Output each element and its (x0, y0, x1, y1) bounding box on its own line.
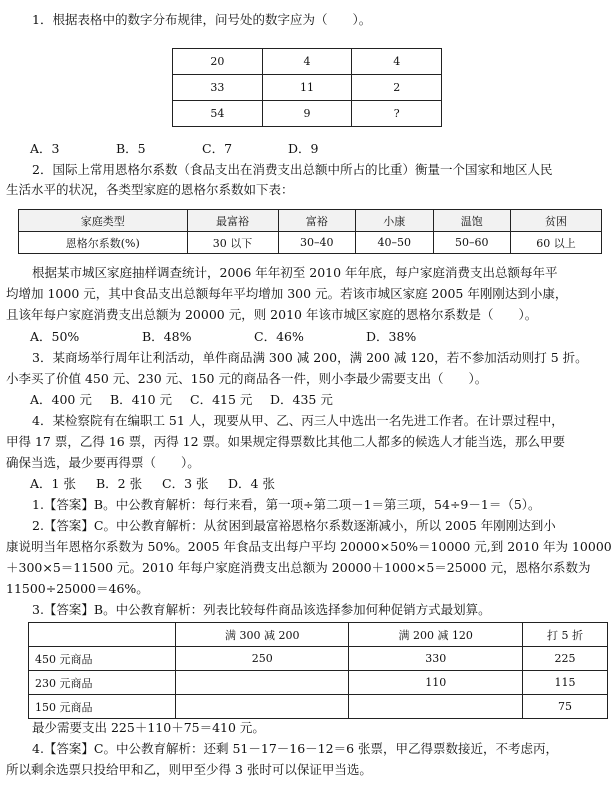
option-d: D．4 张 (228, 476, 275, 491)
q4-stem-line1: 4．某检察院有在编职工 51 人，现要从甲、乙、丙三人中选出一名先进工作者。在计票过程中， (32, 413, 564, 428)
table-cell: 11 (262, 75, 352, 101)
table-row (173, 49, 442, 75)
table-cell: 54 (173, 101, 263, 127)
table-cell: 115 (522, 671, 607, 695)
q2-stem-line2: 生活水平的状况，各类型家庭的恩格尔系数如下表： (6, 182, 294, 197)
table-header-cell: 温饱 (433, 210, 510, 232)
table-header-cell: 小康 (356, 210, 433, 232)
q2-paragraph-line1: 根据某市城区家庭抽样调查统计，2006 年年初至 2010 年年底，每户家庭消费支出总额每年平 (32, 265, 558, 280)
option-c: C．3 张 (162, 476, 209, 491)
answer-2-line2: 康说明当年恩格尔系数为 50%。2005 年食品支出每户平均 20000×50%＝10000 元,到 2010 年为 10000 (6, 539, 612, 554)
q3-stem-line2: 小李买了价值 450 元、230 元、150 元的商品各一件，则小李最少需要支出（ ）。 (6, 371, 488, 386)
table-cell: 20 (173, 49, 263, 75)
option-a: A．1 张 (30, 476, 76, 491)
table-cell: ? (352, 101, 442, 127)
table-header-cell: 贫困 (510, 210, 601, 232)
answer-1: 1.【答案】B。中公教育解析：每行来看，第一项÷第二项－1＝第三项，54÷9－1＝（5）。 (32, 497, 541, 512)
table-header-cell: 满 300 减 200 (176, 623, 349, 647)
table-row (173, 75, 442, 101)
q4-stem-line3: 确保当选，最少要再得票（ ）。 (6, 455, 200, 470)
answer-3-result: 最少需要支出 225＋110＋75＝410 元。 (32, 720, 265, 735)
table-row (173, 101, 442, 127)
table-cell: 230 元商品 (29, 671, 176, 695)
option-a: A．50% (30, 329, 80, 344)
option-c: C．46% (254, 329, 304, 344)
option-c: C．415 元 (190, 392, 253, 407)
option-d: D．435 元 (270, 392, 333, 407)
table-cell (176, 695, 349, 719)
option-d: D．9 (288, 141, 319, 156)
option-c: C．7 (202, 141, 233, 156)
table-cell: 250 (176, 647, 349, 671)
table-cell: 4 (262, 49, 352, 75)
table-header-cell: 家庭类型 (19, 210, 188, 232)
option-b: B．48% (142, 329, 192, 344)
answer-2-line1: 2.【答案】C。中公教育解析：从贫困到最富裕恩格尔系数逐渐减小，所以 2005 年刚刚达到小 (32, 518, 556, 533)
table-header-cell: 富裕 (278, 210, 355, 232)
promotion-comparison-table (28, 622, 608, 719)
q2-paragraph-line2: 均增加 1000 元，其中食品支出总额每年平均增加 300 元。若该市城区家庭 2005 年刚刚达到小康， (6, 286, 568, 301)
table-cell: 330 (349, 647, 522, 671)
option-a: A．400 元 (30, 392, 92, 407)
engel-coefficient-table (18, 209, 602, 254)
table-header-row (19, 210, 602, 232)
answer-4-line2: 所以剩余选票只投给甲和乙，则甲至少得 3 张时可以保证甲当选。 (6, 762, 372, 777)
table-row (19, 232, 602, 254)
table-cell: 30–40 (278, 232, 355, 254)
table-header-row (29, 623, 608, 647)
table-cell: 75 (522, 695, 607, 719)
q1-number-table (172, 48, 442, 127)
answer-2-line3: ＋300×5＝11500 元。2010 年每户家庭消费支出总额为 20000＋1000×5＝25000 元，恩格尔系数为 (6, 560, 591, 575)
table-cell: 225 (522, 647, 607, 671)
option-d: D．38% (366, 329, 417, 344)
option-b: B．410 元 (110, 392, 173, 407)
table-header-cell: 满 200 减 120 (349, 623, 522, 647)
table-header-cell: 打 5 折 (522, 623, 607, 647)
table-cell (176, 671, 349, 695)
answer-4-line1: 4.【答案】C。中公教育解析：还剩 51－17－16－12＝6 张票，甲乙得票数接近，不考虑丙， (32, 741, 559, 756)
table-row (29, 671, 608, 695)
table-cell: 110 (349, 671, 522, 695)
answer-3: 3.【答案】B。中公教育解析：列表比较每件商品该选择参加何种促销方式最划算。 (32, 602, 491, 617)
option-b: B．2 张 (96, 476, 143, 491)
q4-stem-line2: 甲得 17 票，乙得 16 票，丙得 12 票。如果规定得票数比其他二人都多的候选人才能当选，那么甲要 (6, 434, 566, 449)
table-cell: 2 (352, 75, 442, 101)
q2-options (30, 327, 610, 347)
table-row (29, 695, 608, 719)
q4-options (30, 474, 610, 494)
option-a: A．3 (30, 141, 60, 156)
table-cell (349, 695, 522, 719)
table-cell: 50–60 (433, 232, 510, 254)
q1-options (30, 139, 610, 159)
table-cell: 9 (262, 101, 352, 127)
table-cell: 40–50 (356, 232, 433, 254)
table-header-cell: 最富裕 (187, 210, 278, 232)
q3-stem-line1: 3．某商场举行周年让利活动，单件商品满 300 减 200，满 200 减 120，若不参加活动则打 5 折。 (32, 350, 588, 365)
table-row (29, 647, 608, 671)
table-cell: 33 (173, 75, 263, 101)
q1-stem: 1．根据表格中的数字分布规律，问号处的数字应为（ ）。 (32, 12, 372, 27)
answer-2-line4: 11500÷25000＝46%。 (6, 581, 149, 596)
table-cell: 450 元商品 (29, 647, 176, 671)
q2-paragraph-line3: 且该年每户家庭消费支出总额为 20000 元，则 2010 年该市城区家庭的恩格尔系数是（ ）。 (6, 307, 538, 322)
table-cell: 30 以下 (187, 232, 278, 254)
table-cell: 恩格尔系数(%) (19, 232, 188, 254)
table-header-cell (29, 623, 176, 647)
table-cell: 60 以上 (510, 232, 601, 254)
table-cell: 150 元商品 (29, 695, 176, 719)
table-cell: 4 (352, 49, 442, 75)
q3-options (30, 390, 610, 410)
option-b: B．5 (116, 141, 146, 156)
q2-stem-line1: 2．国际上常用恩格尔系数（食品支出在消费支出总额中所占的比重）衡量一个国家和地区人民 (32, 162, 553, 177)
